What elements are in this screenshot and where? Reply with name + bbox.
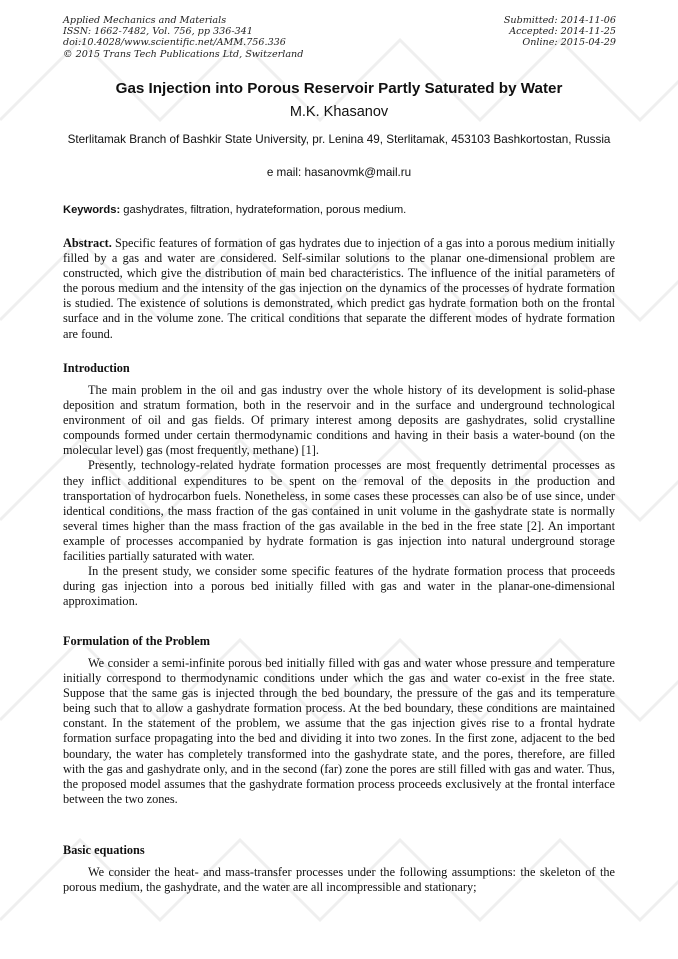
formulation-body [63, 656, 615, 807]
journal-info [63, 15, 303, 60]
abstract-text: Specific features of formation of gas hydrates due to injection of a gas into a porous medium initially filled by a gas and water are considered. Self-similar solutions to the planar one-dimensional problem are constructed, which give the distribution of main bed characteristics. The influence of the initial parameters of the porous medium and the intensity of the gas injection on the dynamics of the processes of hydrate formation is studied. The existence of solutions is demonstrated, which predict gas hydrate formation both on the frontal surface and in the volume zone. The critical conditions that separate the different modes of hydrate formation are found. [63, 236, 615, 341]
keywords [63, 204, 615, 216]
paper-title: Gas Injection into Porous Reservoir Partly Saturated by Water [115, 80, 563, 97]
doi: doi:10.4028/www.scientific.net/AMM.756.336 [63, 37, 286, 49]
paragraph: In the present study, we consider some specific features of the hydrate formation process that proceeds during gas injection into a porous bed initially filled with gas and water in the planar-one-dimensional approximation. [63, 564, 615, 609]
basic-equations-heading: Basic equations [63, 843, 145, 857]
paragraph: Presently, technology-related hydrate formation processes are most frequently detrimental processes as they inflict additional expenditures to be spent on the removal of the deposits in the production and transportation of hydrocarbon fuels. Nonetheless, in some cases these processes can also be of use since, under identical conditions, the mass fraction of the gas contained in unit volume in the gashydrate state is normally several times higher than the mass fraction of the gas available in the bed in the free state [2]. An important example of processes accompanied by hydrate formation is gas injection into natural underground storage facilities partially saturated with water. [63, 458, 615, 564]
keywords-label: Keywords: [63, 204, 121, 216]
paragraph: We consider the heat- and mass-transfer processes under the following assumptions: the skeleton of the porous medium, the gashydrate, and the water are all incompressible and stationary; [63, 865, 615, 895]
formulation-heading: Formulation of the Problem [63, 634, 210, 648]
abstract-label: Abstract. [63, 236, 112, 250]
author-email: e mail: hasanovmk@mail.ru [266, 166, 412, 179]
basic-equations-body [63, 865, 615, 895]
keywords-text: gashydrates, filtration, hydrateformation, porous medium. [120, 204, 407, 216]
author-name: M.K. Khasanov [289, 104, 389, 120]
submitted-date: Submitted: 2014-11-06 [503, 15, 616, 26]
author-affiliation: Sterlitamak Branch of Bashkir State University, pr. Lenina 49, Sterlitamak, 453103 Bashkortostan, Russia [67, 133, 611, 146]
issn-volume: ISSN: 1662-7482, Vol. 756, pp 336-341 [63, 26, 253, 38]
online-date: Online: 2015-04-29 [522, 37, 616, 49]
journal-name: Applied Mechanics and Materials [63, 15, 227, 26]
introduction-body [63, 383, 615, 609]
introduction-heading: Introduction [63, 361, 130, 375]
copyright: © 2015 Trans Tech Publications Ltd, Switzerland [63, 48, 304, 60]
publication-dates [504, 15, 616, 49]
paragraph: We consider a semi-infinite porous bed initially filled with gas and water whose pressure and temperature initially correspond to thermodynamic conditions under which the gas and water co-exist in the free state. Suppose that the same gas is injected through the bed boundary, the pressure of the gas and its temperature being such that to allow a gashydrate formation process. At the bed boundary, these conditions are maintained constant. In the statement of the problem, we assume that the gas injection gives rise to a frontal hydrate formation surface propagating into the bed and dividing it into two zones. In the first zone, adjacent to the bed boundary, the water has completely transformed into the gashydrate state, and the pores, therefore, are filled with the gas and gashydrate only, and in the second (far) zone the pores are still filled with gas and water. Thus, the proposed model assumes that the gashydrate formation process proceeds exclusively at the frontal interface between the two zones. [63, 656, 615, 806]
abstract [63, 236, 615, 342]
accepted-date: Accepted: 2014-11-25 [509, 26, 616, 38]
paragraph: The main problem in the oil and gas industry over the whole history of its development is solid-phase deposition and stratum formation, both in the reservoir and in the surface and underground technological environment of oil and gas fields. Of primary interest among deposits are gashydrates, solid crystalline compounds formed under certain thermodynamic conditions and having in their basis a water-bound (on the molecular level) gas (most frequently, methane) [1]. [63, 383, 615, 458]
